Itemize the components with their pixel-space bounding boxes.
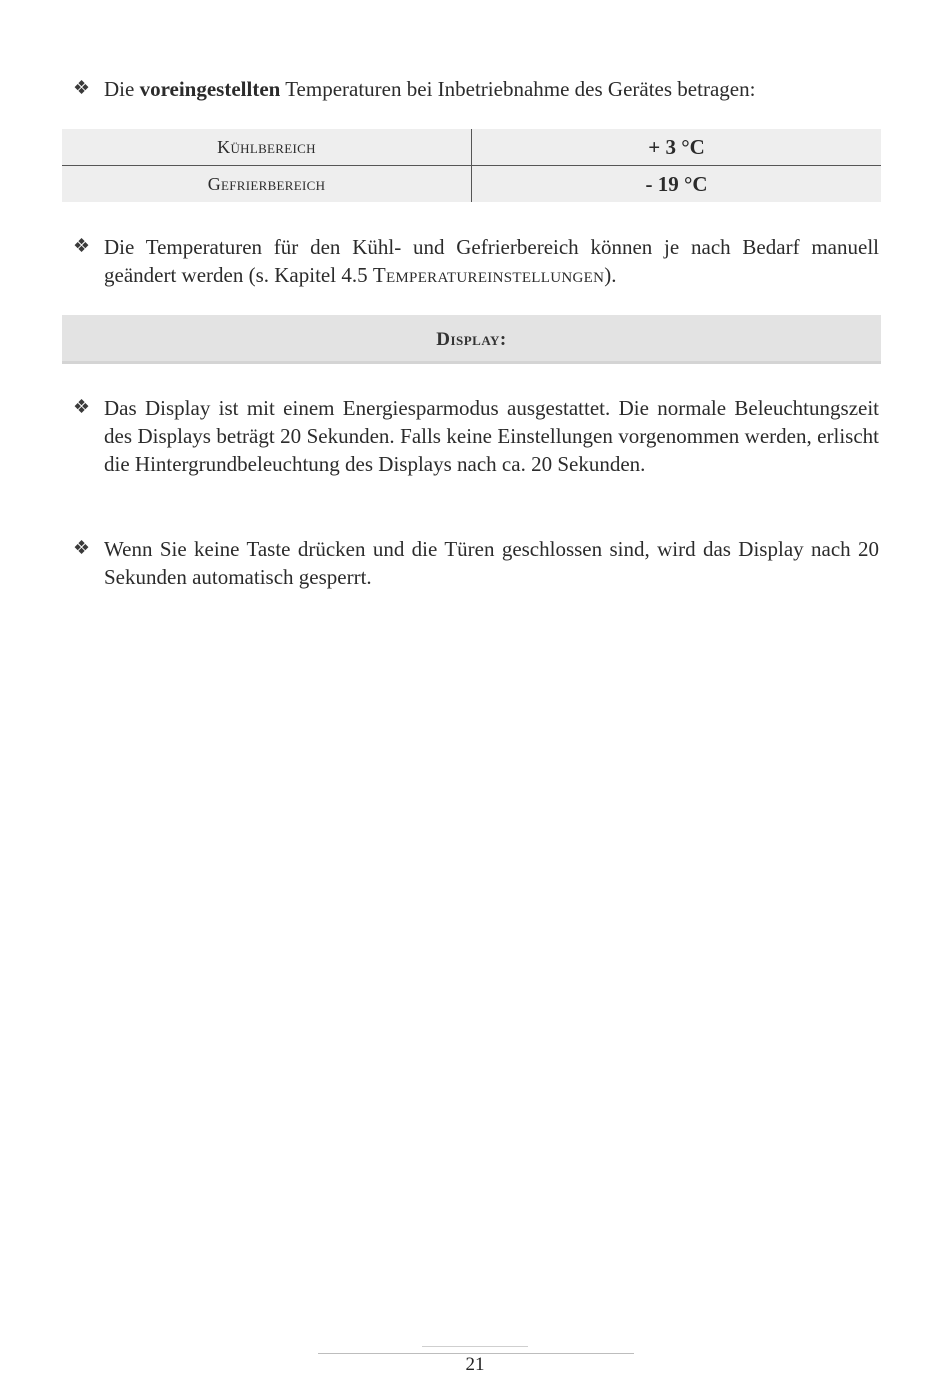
chapter-reference: Temperatureinstellungen xyxy=(372,263,605,287)
cooling-zone-label: Kühlbereich xyxy=(62,129,472,166)
freezer-zone-value: - 19 °C xyxy=(472,166,882,203)
manual-change-body: Die Temperaturen für den Kühl- und Gefrierbereich können je nach Bedarf manuell geändert werden (s. Kapitel 4.5 xyxy=(104,235,879,287)
manual-change-closing: ). xyxy=(604,263,617,287)
table-row xyxy=(62,166,881,203)
cooling-zone-value: + 3 °C xyxy=(472,129,882,166)
footer-divider-short xyxy=(422,1346,528,1347)
intro-bullet xyxy=(73,75,879,103)
table-row xyxy=(62,129,881,166)
display-paragraph: Das Display ist mit einem Energiesparmodus ausgestattet. Die normale Beleuchtungszeit des Displays beträgt 20 Sekunden. Falls keine Einstellungen vorgenommen werden, erlischt die Hintergrundbeleuchtung des Displays nach ca. 20 Sekunden. xyxy=(104,396,879,476)
section-header-display xyxy=(62,315,881,364)
diamond-bullet-icon: ❖ xyxy=(73,538,91,559)
display-bullet-energy-saving xyxy=(73,394,879,478)
page-number: 21 xyxy=(465,1354,485,1375)
section-title: Display: xyxy=(436,329,507,350)
temperature-table xyxy=(62,129,881,202)
intro-text-bold: voreingestellten xyxy=(139,77,281,101)
freezer-zone-label: Gefrierbereich xyxy=(62,166,472,203)
intro-text xyxy=(104,75,879,103)
intro-text-after: Temperaturen bei Inbetriebnahme des Gerätes betragen: xyxy=(280,77,756,101)
intro-text-before: Die xyxy=(104,77,140,101)
manual-change-bullet xyxy=(73,233,879,289)
diamond-bullet-icon: ❖ xyxy=(73,397,91,418)
display-bullet-auto-lock xyxy=(73,535,879,591)
display-paragraph: Wenn Sie keine Taste drücken und die Türen geschlossen sind, wird das Display nach 20 Sekunden automatisch gesperrt. xyxy=(104,537,879,589)
manual-change-text xyxy=(104,233,879,289)
diamond-bullet-icon: ❖ xyxy=(73,78,91,99)
diamond-bullet-icon: ❖ xyxy=(73,236,91,257)
